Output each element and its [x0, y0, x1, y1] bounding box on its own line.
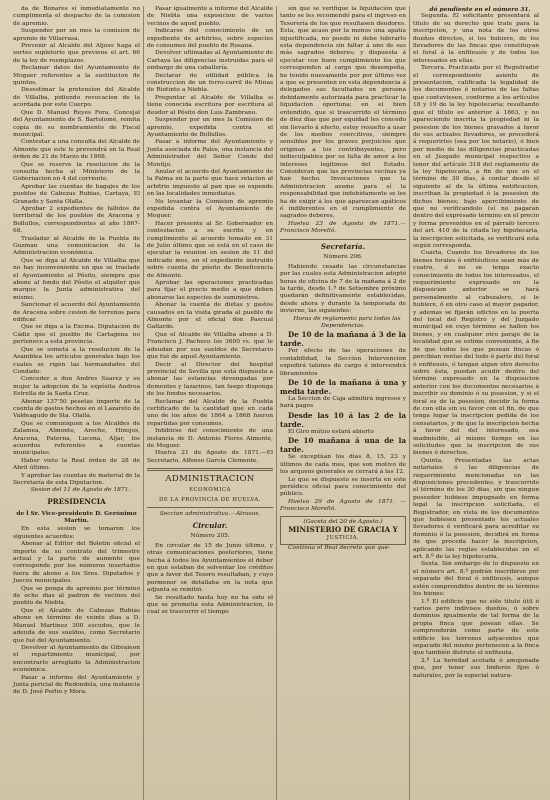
column-4: [409, 6, 542, 800]
paragraph: El Giro mútuo estará abierto: [288, 428, 374, 435]
paragraph: Sexta. Sin embargo de lo dispuesto en el número art. 8.º podrán inscribirse por separado del foral ó enfiteusis, aunque estén comprendidos dentro de su término los bienes:: [413, 561, 539, 598]
paragraph: Aprobar 2 expedientes de fallidos de territorial de los pueblos de Aracena y Bollullos, correspondientes al año 1867-68.: [13, 205, 140, 235]
paragraph: En circular de 15 de Junio último, y otras comunicaciones posteriores, tiene hecha á todos los Ayuntamientos el deber en que estaban de solventar los créditos que a favor del Tesoro resultaban, y cuyo pormenor se detallaba en la nota que adjunta se remitió.: [147, 542, 273, 594]
paragraph: Anular el acuerdo del Ayuntamiento de la Palma en la parte que hace relacion al arbitrio impuesto al pan que se expende en las localidades inmediatas.: [147, 168, 273, 198]
paragraph: Se resultado hasta hoy no ha sido el que se prometia esta Administracion, lo cual se trascurrir el tiempo: [147, 594, 273, 616]
paragraph: Pasar igualmente a informe del Alcalde de Niebla una exposicion de varios vecinos de aquel pueblo.: [147, 6, 273, 27]
paragraph: Devolver ultimadas al Ayuntamiento de Cartaya las diligencias instruidas para el embargo de una caballería.: [147, 50, 273, 72]
columns: [10, 6, 542, 800]
paragraph: sin que se verifique la liquidacion que tanto se les recomendó para el ingreso en Tesorería de los que resultasen deudores. Esta, que acaso por la menos una apatía injustificada, no puede ni debe tolerarlo esta dependencia sin faltar á uno de sus más sagrados deberes; y dispuesta á ejecutar con buen cumplimiento los que corresponden al cargo que desempeña, he tenido nuevamente por por último vez a que se presenten en esta dependencia á delegados sus facultados en persona debidamente autorizada para practicar la liquidacion oportuna; en el bien entendido, que si trascurrido el término de diez días que por equidad les concedo sin llevarlo á efecto, estoy resuelto a usar de los medios coercitivos, siempre sensibles por los graves perjuicios que originan a los contribuyentes, pero indisculpables por su falta de amor a los intereses legítimos del Estado. Consideran que las provincias vecinas ya han hecho. Invocaciones que la Administracion asume para sí la responsabilidad que indebidamente se les ha de exigir á los que aparezcan apáticos é indiferentes en el cumplimiento de sagrados deberes.: [280, 6, 406, 220]
paragraph: Quinta. Presentadas las actas notariales ó las diligencias de requerimiento mencionadas en las disposiciones precedentes, y trascurrido el término de los 30 dias, sin que ningun poseedor hubiese impugnado en forma legal la inscripcion solicitada, el Registrador, en vista de los documentos que hubiesen presentado los actuales llevadores ó verificará para acreditar su dominio ó la posesion, decidirá en forma de que proceda hacer la inscripcion, aplicando las reglas establecidas en el art. 8.º de la ley hipotecaria.: [413, 457, 539, 561]
paragraph: Prevenir al Alcalde del Aljoso haga el sorteo supletorio que previene el art. 66 de la ley de reemplazos.: [13, 43, 140, 64]
paragraph: En esta sesion se tomaron los siguientes acuerdos:: [13, 526, 140, 540]
paragraph: Hacer presente al Sr. Gobernador en contestacion a su escrito y en cumplimiento al acuerdo tomado en 31 de Julio último que se está en el caso de ejecutar la reunion en sesion de 11 del indicado mes, en el expediente instruido sobre cuenta de pósito de Beneficencia de Almonte.: [147, 220, 273, 279]
paragraph: Cuarta. Cuando los llevadores de los bienes forales ó enfitéuticos sean más de cuatro, ó no se tenga exacto conocimiento de todos los interesados, el requerimiento expresado en la disposicion anterior se hará personalmente al cabezalero, si le hubiere, ó en otro caso al mayor pagador, y ademas se fijarán edictos en la puerta del local del Registro y del Juzgado municipal en cuyo término se hallen los bienes, y en cualquier otro paraje de la localidad que se estime conveniente, á fin de que todos los que posean fincas ó percibian rentas del todo ó parte del foral ó enfiteusis, ó tengan algun otro derecho sobre ésta, puedan acudir dentro del término expresado en la disposicion anterior con los documentos necesarios á inscribir su dominio ó su posesion, y si el foral es de la posesion, decidir la forma de con ella sin su favor con el fin, de que tenga lugar la inscripcion pedida de los censatarios, y de que la inscripcion hecha á favor del del interesado, sea inadmisible, al mismo tiempo en las solicitudes que la inscripcion de sus bienes ó derechos.: [413, 250, 539, 457]
paragraph: Que se diga a la Excma. Diputacion de Cádiz que el pueblo de Cartagena no pertenece a esta provincia.: [13, 324, 140, 346]
paragraph: Aprobar las operaciones practicadas para fijar el precio medio a que deben abonarse las especies de suministros.: [147, 280, 273, 301]
circular-heading: Circular.: [192, 520, 228, 530]
paragraph: Suspender por un mes la Comision de apremio, expedida contra el Ayuntamiento de Bollullos.: [147, 117, 273, 138]
secretaria-heading: Secretaría.: [320, 241, 366, 251]
continuation-heading: dó pendiente en el número 31.: [429, 6, 531, 13]
paragraph: Devolver al Ayuntamiento de Gibraleon el repartimiento municipal, por encontrarlo arreglado la Administracion económica.: [13, 644, 140, 674]
paragraph: Que se comuniquen a los Alcaldes de Zalamea, Almonte, Aroche, Hinojos, Aracena, Paterna, Lucena, Aljar, los acuerdos referentes a cuentas municipales.: [13, 420, 140, 457]
section-label: Seccion administrativa.—Atrasos.: [159, 511, 261, 518]
admin-heading: ADMINISTRACION: [165, 474, 255, 485]
paragraph: La Seccion de Caja admitirá ingresos y hará pagos: [280, 396, 406, 410]
column-1: [10, 6, 143, 800]
paragraph: Que se ponga de apremio por término de ocho dias al padron de vecinos del pueblo de Niebla.: [13, 585, 140, 607]
paragraph: Desestimar la pretension del Alcalde de Villalba, pidiendo revocacion de la acordada por este Cuerpo.: [13, 87, 140, 109]
signature: Huelva 29 de Agosto de 1871. —Francisco Morelló.: [280, 498, 406, 513]
paragraph: Decir al Director del hospital provincial de Sevilla que está dispuesta a abonar las estancias devengadas por dementes y lazarinos, tan luego disponga de los fondos necesarios.: [147, 361, 273, 398]
paragraph: Suspender por un mes la comision de apremio de Villarrasa.: [13, 28, 140, 42]
continuation-note: Continúa el Real decreto que que-: [288, 544, 391, 551]
paragraph: Abonar la cuenta de dietas y gastos causados en la visita girada al pueblo de Almonte por el oficial don Pascual Gallardo.: [147, 302, 273, 331]
paragraph: Declarar de utilidad pública la construccion de un ferro-carril de Minas de Riotinto a Niebla.: [147, 72, 273, 94]
paragraph: Reclamar del Alcalde de la Puebla certificado de la cantidad que en cada uno de los años de 1864 a 1868 fueron repartidas por consumos.: [147, 398, 273, 427]
paragraph: No levantar la Comision de apremio expedida contra el Ayuntamiento de Moguer.: [147, 198, 273, 220]
hours-notice: Desde las 10 á las 2 de la tarde.: [280, 410, 406, 429]
session-date: Sesion del 11 de Agosto de 1871.: [30, 487, 131, 494]
paragraph: Lo que se dispuesto se inserta en este periódico oficial para conocimiento del público.: [280, 476, 406, 498]
paragraph: Se exceptúan los dias 8, 15, 23 y últimos de cada mes, que son motivo de los arqueos generales se cerrará á las 12.: [280, 454, 406, 476]
paragraph: Por efecto de las operaciones de contabilidad, la Seccion Intervencion expedirá talones de cargo é intervendrá libramientos: [280, 348, 406, 377]
col1-paras: [13, 6, 140, 487]
paragraph: Indicarse del conocimiento de un expediente de arbitrios, sobre especies de consumos del pueblo de Rosana.: [147, 28, 273, 50]
paragraph: 2.º La heredad acotada ó amojonada que, por tener sus linderos fijos ó naturales, por la especial natura-: [413, 657, 539, 679]
hours-notice: De 10 de la mañana á una y media tarde.: [280, 378, 406, 397]
paragraph: Conceder a don Andres Suarez y su mujer la adopcion de la expósita Andrea Estrella de la Santa Cruz.: [13, 376, 140, 398]
paragraph: Haber visto la Real órden de 28 de Abril último.: [13, 457, 140, 472]
paragraph: Que el Alcalde de Cabezas Rubias abone en término de veinte dias a D. Manuel Martinez 300 escudos, que le adeuda de sus sueldos, como Secretario que fué del Ayuntamiento.: [13, 607, 140, 644]
paragraph: Que D. Manuel Reyes Fora, Concejal del Ayuntamiento de S. Bartolomé, remita copia de su nombramiento de Fiscal municipal.: [13, 109, 140, 138]
paragraph: Aprobar las cuentas de bagajes de los pueblos de Cabezas Rubias, Cartaya, El Granado y Santa Olalla.: [13, 183, 140, 205]
paragraph: Habiendo cesado las circunstancias por las cuales esta Administracion adoptó horas de oficina de 7 de la mañana á 2 de la tarde, desde 1.º de Setiembre próximo quedarán definitivamente establecidas, desde ahora y durante la temporada de invierno, las siguientes:: [280, 263, 406, 315]
signature: Huelva 23 de Agosto de 1871.—Francisco Morelló.: [280, 220, 406, 235]
paragraph: da de Bonares si inmediatamente no cumplimenta el despacho de la comision de apremio.: [13, 6, 140, 27]
paragraph: Que el Alcalde de Villalba abone a D. Francisco J. Pacheco los 3600 rs. que le adeudan por sus sueldos de Secretario que fué de aquel Ayuntamiento.: [147, 331, 273, 361]
presidencia-subheading: de l Sr. Vice-presidente D. Gerónimo Martin.: [16, 509, 137, 525]
hours-heading: Horas de reglamento para todas las Dependencias.: [293, 315, 401, 330]
gaceta-ref: (Gaceta del 20 de Agosto.): [303, 518, 383, 525]
divider: [147, 507, 273, 508]
paragraph: Tercera. Practicado por el Registrador el correspondiente asiento de presentacion, calificada la legalidad de los documentos é notarios de las faltas que contuviesen, conforme a los artículos 18 y 19 de la ley hipotecaria; resultando que el título es anterior á 1863, y no apareciendo inscrita la propiedad ni la posesion de los bienes gravados á favor de sus actuales llevadores, se procederá á requerirles (sea por los notario), ó bien por medio de las diligencias practicadas en el Juzgado municipal respectivo a tenor del artículo 318 del reglamento de la ley hipotecaria, a fin de que en el término de 30 días, á contar desde el siguiente al de la última notificacion, inscriban la propiedad ó la posesion de dichos bienes; bajo apercibimiento de que no verificandolo (sí no pagaran dentro del expresado término en el precio y forma prevenidos en el párrafo tercero del art. 410 de la citada ley hipotecaria, la inscripcion solicitada, se verificará esta según corresponda.: [413, 65, 539, 249]
paragraph: Que se reserve la resolucion de la consulta hecha al Ministerio de la Gobernacion en 4 del corriente.: [13, 161, 140, 183]
paragraph: Reclamar datos del Ayuntamiento de Moguer referentes a la sustitucion de quintos.: [13, 65, 140, 87]
ministerio-box: [280, 516, 406, 545]
admin-province: DE LA PROVINCIA DE HUELVA.: [159, 497, 261, 504]
paragraph: Contestar a una consulta del Alcalde de Almonte que este le prevendrá en la Real órden de 21 de Marzo de 1868.: [13, 139, 140, 161]
circular-number: Número 205.: [190, 533, 230, 540]
paragraph: Que se someta a la resolucion de la Asamblea los artículos generales bajo los cuales se rigen las hermandades del Condado.: [13, 346, 140, 375]
hours-notice: De 10 mañana á una de la tarde.: [280, 436, 406, 455]
presidencia-heading: PRESIDENCIA: [47, 496, 106, 506]
hours-notice: De 10 de la mañana á 3 de la tarde.: [280, 330, 406, 349]
ministerio-subheading: JUSTICIA.: [326, 534, 360, 541]
section-divider: [147, 468, 273, 471]
notice-number: Número 206.: [323, 254, 363, 261]
admin-subheading: ECONÓMICA: [189, 487, 231, 494]
paragraph: Segunda. El solicitante presentará al titulo de su derecho que trate para la inscripcion, y una nota de los otros dueños directos, si los hubiere, de los llevadores de las fincas que constituyan el foral á la enfiteusis y de todos los interesados en ellas.: [413, 13, 539, 64]
paragraph: Y aprobar las cuentas de material de la Secretaría de esta Diputacion.: [13, 472, 140, 486]
paragraph: Pasar a informe del Ayuntamiento y Junta asociada de Palos, una instancia del Administrador del Señor Conde del Montijo.: [147, 139, 273, 168]
signature: Huelva 21 de Agosto de 1871.—El Secretario, Alfonso García Clemente.: [147, 450, 273, 464]
paragraph: Trasladar al Alcalde de la Puebla de Guzman una comunicacion de la Administracion económica.: [13, 235, 140, 257]
paragraph: Que se diga al Alcalde de Villalba que no hay inconveniente en que se traslade el Ayuntamiento al Pósito, siempre que abone al fondo del Pósito el alquiler que marque la Junta administrativa del mismo.: [13, 257, 140, 301]
paragraph: Sancionar el acuerdo del Ayuntamiento de Aracena sobre cesion de terrenos para edificar.: [13, 302, 140, 324]
paragraph: Inhibirse del conocimiento de una instancia de D. Antonio Flores Almonte, de Moguer.: [147, 428, 273, 449]
paragraph: Preguntar al Alcalde de Villalba si tiene conocida escritura por escritura al deudor al Pósito don Luis Zambrano.: [147, 94, 273, 116]
paragraph: Abonar al Editor del Boletin oficial el importe de su contrato del trimestre actual y la parte de aumento que corresponde por los números insertados fuera de abono a los Sres. Diputados y Jueces municipales.: [13, 541, 140, 585]
column-2: [143, 6, 276, 800]
paragraph: Pasar a informe del Ayuntamiento y Junta pericial de Redondela, una instancia de D. José Porlio y Mora.: [13, 674, 140, 696]
divider: [280, 239, 406, 240]
ministerio-heading: MINISTERIO DE GRACIA Y: [288, 524, 398, 534]
column-3: [276, 6, 409, 800]
paragraph: Abonar 137'50 pesetas importe de la cuenta de gastos hechos en el Lazareto de Valdeagudo de Sta. Olalla.: [13, 398, 140, 420]
paragraph: 1.º El edificio que no sólo titulo útil ó varios pero indivisos dueños, ó sobre dominios igualmente de tal forma de la propia finca que posean ellas. Se comprenderán como parte de este edificio los terrenos adyacentes que separado del mismo pertenecen a la finca que también distrute el enfiteuta.: [413, 598, 539, 657]
